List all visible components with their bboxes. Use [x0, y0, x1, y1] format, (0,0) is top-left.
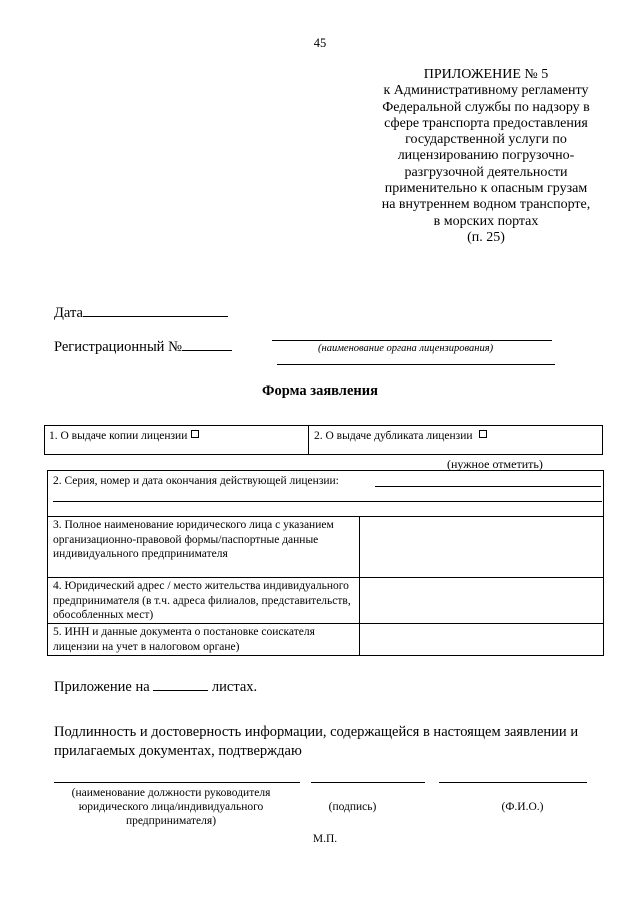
reg-number-label: Регистрационный № — [54, 339, 182, 355]
confirmation-text: Подлинность и достоверность информации, содержащейся в настоящем заявлении и прилагаемых документах, подтверждаю — [54, 724, 579, 759]
appendix-line: в морских портах — [433, 213, 539, 229]
attachment-pages-blank[interactable] — [153, 678, 208, 691]
attachment-prefix: Приложение на — [54, 679, 150, 695]
authority-line-2[interactable] — [277, 364, 555, 365]
name-line[interactable] — [439, 782, 587, 783]
date-field — [54, 304, 228, 322]
choice-divider — [308, 426, 309, 454]
stamp-label: М.П. — [312, 833, 338, 845]
choice-option-copy-label: 1. О выдаче копии лицензии — [49, 430, 188, 442]
choice-table — [44, 425, 603, 455]
reg-number-field — [54, 338, 232, 356]
date-label: Дата — [54, 305, 83, 321]
attachment-line — [54, 678, 257, 697]
appendix-title: ПРИЛОЖЕНИЕ № 5 — [423, 67, 549, 82]
application-table — [47, 470, 604, 656]
appendix-paragraph-ref: (п. 25) — [467, 229, 505, 245]
page-number: 45 — [313, 36, 327, 50]
table-row-inn: 5. ИНН и данные документа о постановке соискателя лицензии на учет в налоговом органе) — [53, 626, 315, 653]
name-caption: (Ф.И.О.) — [501, 801, 544, 813]
position-line[interactable] — [54, 782, 300, 783]
legal-address-input-cell[interactable] — [361, 578, 601, 622]
column-divider — [359, 516, 360, 655]
legal-name-input-cell[interactable] — [361, 517, 601, 576]
appendix-line: Федеральной службы по надзору в — [382, 99, 590, 115]
signature-line[interactable] — [311, 782, 425, 783]
table-row-license-details: 2. Серия, номер и дата окончания действующей лицензии: — [53, 475, 339, 487]
date-blank[interactable] — [83, 304, 228, 317]
choice-option-copy[interactable] — [49, 429, 199, 444]
authority-line[interactable] — [272, 340, 552, 341]
signature-caption: (подпись) — [328, 801, 377, 813]
form-title: Форма заявления — [262, 383, 378, 399]
appendix-line: государственной услуги по — [405, 132, 567, 148]
reg-number-blank[interactable] — [182, 338, 232, 351]
table-row-legal-address: 4. Юридический адрес / место жительства индивидуального предпринимателя (в т.ч. адреса филиалов, представительств, обособленных мест) — [53, 580, 351, 621]
license-details-line-2[interactable] — [53, 501, 602, 502]
inn-input-cell[interactable] — [361, 624, 601, 654]
appendix-line: на внутреннем водном транспорте, — [381, 197, 591, 213]
appendix-line: разгрузочной деятельности — [404, 164, 568, 180]
license-details-line[interactable] — [375, 486, 601, 487]
position-caption: (наименование должности руководителя юридического лица/индивидуального предпринимателя) — [71, 787, 271, 827]
attachment-suffix: листах. — [211, 679, 258, 695]
authority-caption: (наименование органа лицензирования) — [318, 343, 494, 354]
checkbox-icon[interactable] — [479, 430, 487, 438]
choice-note: (нужное отметить) — [447, 457, 543, 471]
appendix-line: применительно к опасным грузам — [384, 181, 588, 197]
checkbox-icon[interactable] — [191, 430, 199, 438]
table-row-legal-name: 3. Полное наименование юридического лица с указанием организационно-правовой формы/паспортные данные индивидуального предпринимателя — [53, 519, 334, 560]
choice-option-duplicate-label: 2. О выдаче дубликата лицензии — [314, 430, 473, 442]
appendix-line: лицензированию погрузочно- — [397, 148, 575, 164]
appendix-line: к Административному регламенту — [383, 83, 589, 99]
appendix-line: сфере транспорта предоставления — [384, 115, 588, 131]
appendix-header — [356, 67, 616, 246]
choice-option-duplicate[interactable] — [314, 429, 487, 444]
